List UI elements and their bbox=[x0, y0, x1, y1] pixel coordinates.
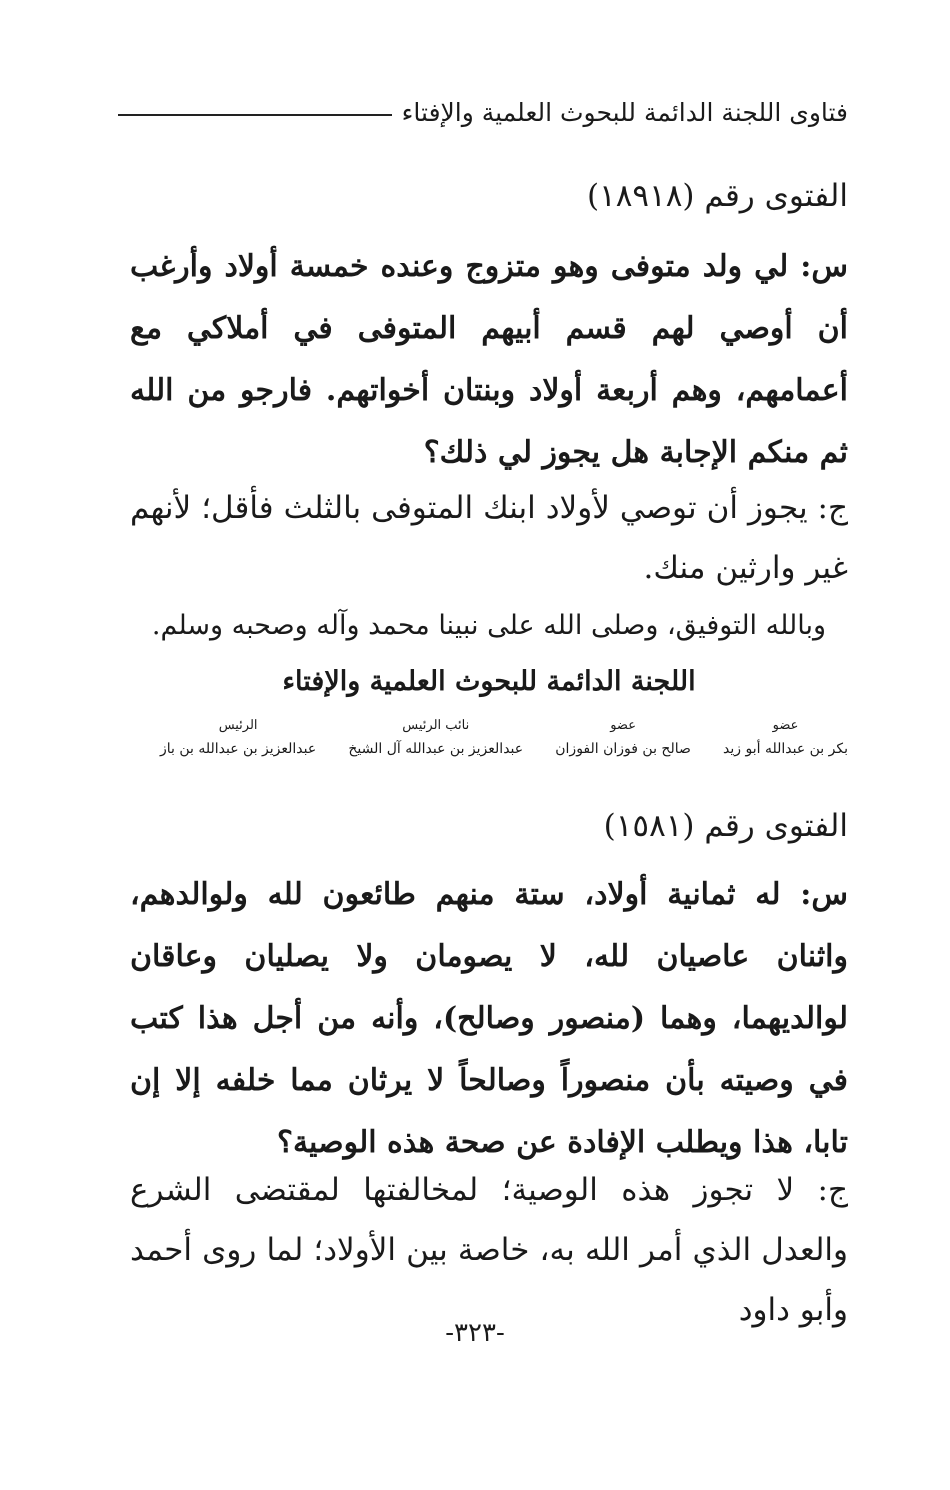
signatory-name: صالح بن فوزان الفوزان bbox=[555, 741, 691, 757]
signatory bbox=[348, 718, 523, 757]
fatwa-1-answer: ج: يجوز أن توصي لأولاد ابنك المتوفى بالثلث فأقل؛ لأنهم غير وارثين منك. bbox=[130, 490, 848, 586]
running-header bbox=[118, 92, 848, 132]
signatory bbox=[555, 718, 691, 757]
fatwa-2-question: س: له ثمانية أولاد، ستة منهم طائعون لله ولوالدهم، واثنان عاصيان لله، لا يصومان ولا يصليان وعاقان لوالديهما، وهما (منصور وصالح)، وأنه من أجل هذا كتب في وصيته بأن منصوراً وصالحاً لا يرثان مما خلفه إلا إن تابا، هذا ويطلب الإفادة عن صحة هذه الوصية؟ bbox=[130, 877, 848, 1160]
signatory bbox=[160, 718, 316, 757]
signatory-role: عضو bbox=[772, 718, 799, 733]
signatory bbox=[723, 718, 848, 757]
signatory-name: عبدالعزيز بن عبدالله بن باز bbox=[160, 741, 317, 757]
fatwa-1-closing: وبالله التوفيق، وصلى الله على نبينا محمد وآله وصحبه وسلم. bbox=[151, 610, 827, 641]
fatwa-1-title: الفتوى رقم (١٨٩١٨) bbox=[587, 178, 848, 214]
signatory-name: بكر بن عبدالله أبو زيد bbox=[723, 741, 848, 757]
page-number: -٣٢٣- bbox=[445, 1318, 505, 1348]
fatwa-2-title: الفتوى رقم (١٥٨١) bbox=[603, 808, 848, 844]
fatwa-2-answer: ج: لا تجوز هذه الوصية؛ لمخالفتها لمقتضى الشرع والعدل الذي أمر الله به، خاصة بين الأولاد؛ لما روى أحمد وأبو داود bbox=[130, 1172, 848, 1328]
signatories-row bbox=[160, 718, 848, 757]
signatory-role: الرئيس bbox=[218, 718, 258, 733]
signatory-role: نائب الرئيس bbox=[402, 718, 470, 733]
fatwa-1-committee: اللجنة الدائمة للبحوث العلمية والإفتاء bbox=[282, 666, 696, 697]
header-rule bbox=[118, 114, 392, 116]
signatory-name: عبدالعزيز بن عبدالله آل الشيخ bbox=[348, 741, 524, 757]
fatwa-1-question: س: لي ولد متوفى وهو متزوج وعنده خمسة أولاد وأرغب أن أوصي لهم قسم أبيهم المتوفى في أملاكي مع أعمامهم، وهم أربعة أولاد وبنتان أخواتهم. فارجو من الله ثم منكم الإجابة هل يجوز لي ذلك؟ bbox=[130, 249, 848, 470]
running-header-title: فتاوى اللجنة الدائمة للبحوث العلمية والإفتاء bbox=[401, 97, 848, 127]
signatory-role: عضو bbox=[610, 718, 636, 733]
